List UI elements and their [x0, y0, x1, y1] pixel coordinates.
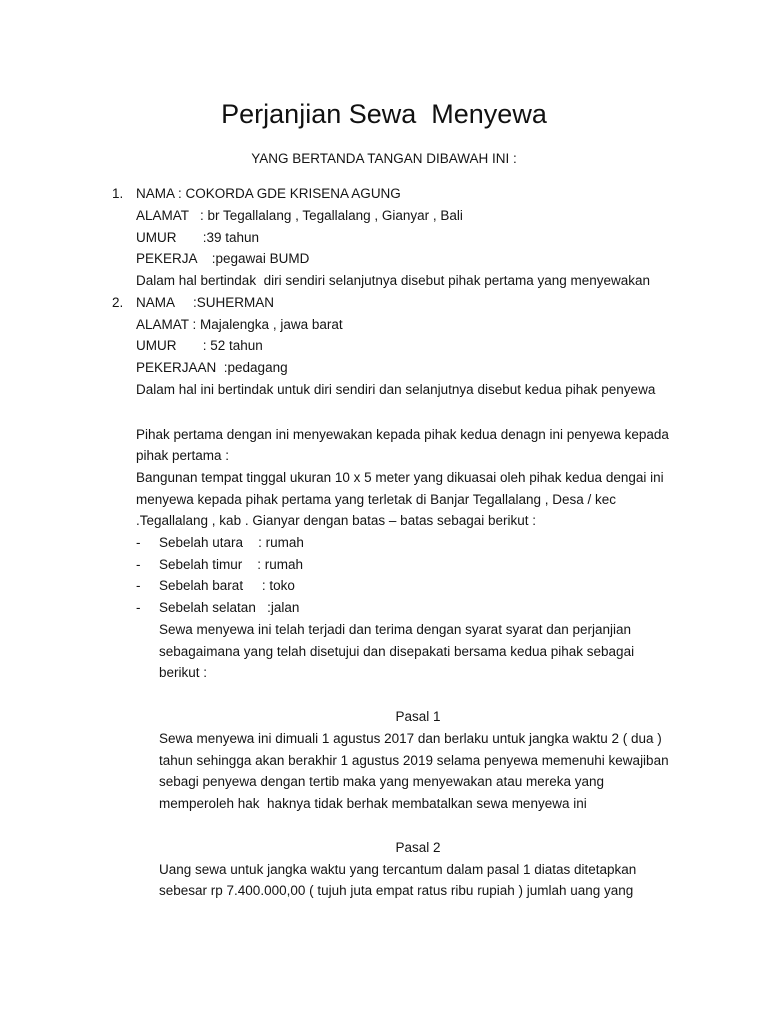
pasal-1-line: sebagi penyewa dengan tertib maka yang menyewakan atau mereka yang — [159, 774, 605, 789]
pasal-1-line: tahun sehingga akan berakhir 1 agustus 2019 selama penyewa memenuhi kewajiban — [159, 753, 669, 768]
party1-age: UMUR :39 tahun — [136, 230, 260, 245]
party1-address: ALAMAT : br Tegallalang , Tegallalang , Gianyar , Bali — [136, 208, 463, 223]
intro-line: pihak pertama : — [136, 448, 230, 463]
intro-line: Pihak pertama dengan ini menyewakan kepada pihak kedua denagn ini penyewa kepada — [136, 427, 669, 442]
boundary-item: Sebelah timur : rumah — [159, 557, 304, 572]
party2-name: NAMA :SUHERMAN — [136, 295, 275, 310]
agreement-line: berikut : — [159, 665, 208, 680]
boundary-item: Sebelah barat : toko — [159, 578, 295, 593]
party2-number: 2. — [112, 295, 124, 310]
party1-name: NAMA : COKORDA GDE KRISENA AGUNG — [136, 186, 401, 201]
party2-statement: Dalam hal ini bertindak untuk diri sendiri dan selanjutnya disebut kedua pihak penyewa — [136, 382, 656, 397]
agreement-line: sebagaimana yang telah disetujui dan disepakati bersama kedua pihak sebagai — [159, 644, 635, 659]
boundary-item: Sebelah selatan :jalan — [159, 600, 300, 615]
intro-line: .Tegallalang , kab . Gianyar dengan batas – batas sebagai berikut : — [136, 513, 537, 528]
document-title: Perjanjian Sewa Menyewa — [221, 99, 547, 129]
party2-job: PEKERJAAN :pedagang — [136, 360, 288, 375]
pasal-1-line: memperoleh hak haknya tidak berhak membatalkan sewa menyewa ini — [159, 796, 587, 811]
pasal-2-line: Uang sewa untuk jangka waktu yang tercantum dalam pasal 1 diatas ditetapkan — [159, 862, 637, 877]
agreement-line: Sewa menyewa ini telah terjadi dan terima dengan syarat syarat dan perjanjian — [159, 622, 632, 637]
intro-line: menyewa kepada pihak pertama yang terletak di Banjar Tegallalang , Desa / kec — [136, 492, 617, 507]
party1-job: PEKERJA :pegawai BUMD — [136, 251, 310, 266]
boundary-bullet: - — [136, 600, 141, 615]
pasal-1-heading: Pasal 1 — [395, 709, 441, 724]
boundary-bullet: - — [136, 578, 141, 593]
document-subtitle: YANG BERTANDA TANGAN DIBAWAH INI : — [251, 151, 517, 166]
party2-address: ALAMAT : Majalengka , jawa barat — [136, 317, 343, 332]
intro-line: Bangunan tempat tinggal ukuran 10 x 5 meter yang dikuasai oleh pihak kedua dengai ini — [136, 470, 664, 485]
pasal-2-line: sebesar rp 7.400.000,00 ( tujuh juta empat ratus ribu rupiah ) jumlah uang yang — [159, 883, 634, 898]
party2-age: UMUR : 52 tahun — [136, 338, 263, 353]
boundary-bullet: - — [136, 557, 141, 572]
boundary-item: Sebelah utara : rumah — [159, 535, 304, 550]
party1-statement: Dalam hal bertindak diri sendiri selanjutnya disebut pihak pertama yang menyewakan — [136, 273, 651, 288]
party1-number: 1. — [112, 186, 124, 201]
pasal-1-line: Sewa menyewa ini dimuali 1 agustus 2017 dan berlaku untuk jangka waktu 2 ( dua ) — [159, 731, 662, 746]
boundary-bullet: - — [136, 535, 141, 550]
pasal-2-heading: Pasal 2 — [395, 840, 441, 855]
